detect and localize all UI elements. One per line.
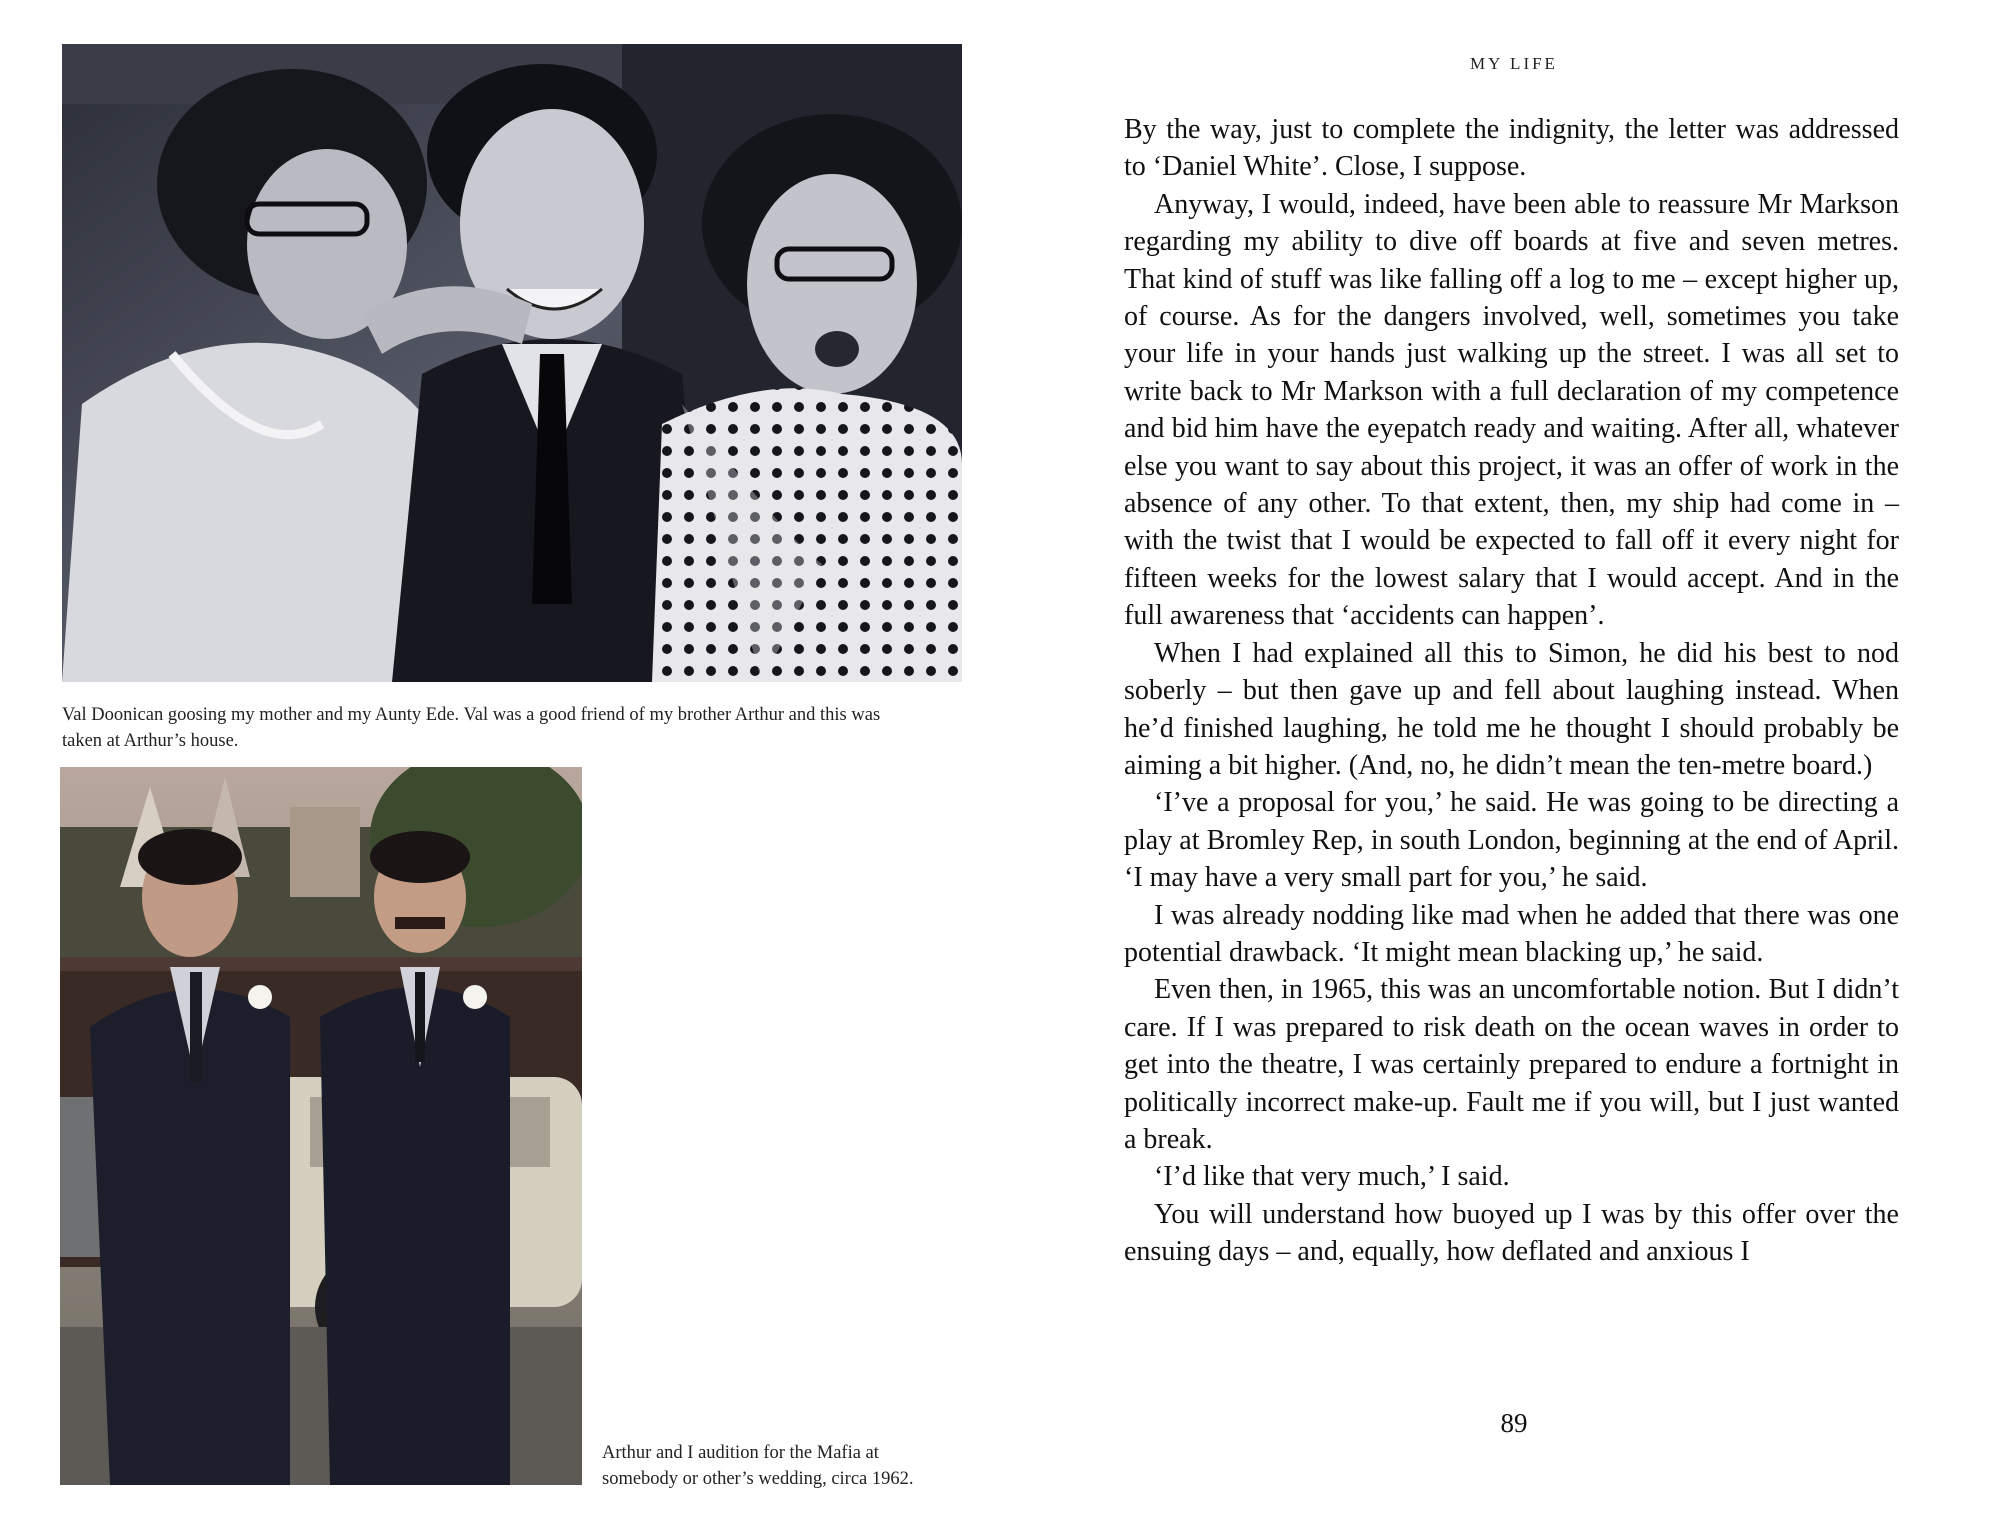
paragraph: You will understand how buoyed up I was by this offer over the ensuing days – and, equally, how deflated and anxious I: [1124, 1198, 1899, 1268]
body-text: [1124, 111, 1899, 1271]
photo-two-men: [60, 767, 582, 1485]
paragraph: By the way, just to complete the indignity, the letter was addressed to ‘Daniel White’. Close, I suppose.: [1124, 114, 1899, 183]
caption-photo-2-line-2: somebody or other’s wedding, circa 1962.: [602, 1469, 914, 1489]
photo-three-people-image: [62, 44, 962, 682]
paragraph: I was already nodding like mad when he added that there was one potential drawback. ‘It might mean blacking up,’ he said.: [1124, 899, 1899, 968]
caption-photo-2: [602, 1440, 982, 1492]
paragraph: ‘I’d like that very much,’ I said.: [1154, 1161, 1510, 1193]
paragraph: Even then, in 1965, this was an uncomfortable notion. But I didn’t care. If I was prepared to risk death on the ocean waves in order to get into the theatre, I was certainly prepared to endure a fortnight in politically incorrect make-up. Fault me if you will, but I just wanted a break.: [1124, 974, 1899, 1155]
page-number: 89: [1500, 1408, 1528, 1438]
paragraph: ‘I’ve a proposal for you,’ he said. He was going to be directing a play at Bromley Rep, in south London, beginning at the end of April. ‘I may have a very small part for you,’ he said.: [1124, 787, 1899, 894]
running-head: MY LIFE: [1470, 54, 1558, 73]
caption-photo-1: Val Doonican goosing my mother and my Aunty Ede. Val was a good friend of my brother Arthur and this was taken at Arthur’s house.: [62, 705, 881, 751]
paragraph: Anyway, I would, indeed, have been able to reassure Mr Markson regarding my ability to dive off boards at five and seven metres. That kind of stuff was like falling off a log to me – except higher up, of course. As for the dangers involved, well, sometimes you take your life in your hands just walking up the street. I was all set to write back to Mr Markson with a full declaration of my competence and bid him have the eyepatch ready and waiting. After all, whatever else you want to say about this project, it was an offer of work in the absence of any other. To that extent, then, my ship had come in – with the twist that I would be expected to fall off it every night for fifteen weeks for the lowest salary that I would accept. And in the full awareness that ‘accidents can happen’.: [1124, 188, 1899, 632]
photo-three-people: [62, 44, 962, 682]
caption-photo-2-line-1: Arthur and I audition for the Mafia at: [602, 1443, 879, 1463]
photo-two-men-image: [60, 767, 582, 1485]
paragraph: When I had explained all this to Simon, he did his best to nod soberly – but then gave up and fell about laughing instead. When he’d finished laughing, he told me he thought I should probably be aiming a bit higher. (And, no, he didn’t mean the ten-metre board.): [1124, 637, 1899, 781]
